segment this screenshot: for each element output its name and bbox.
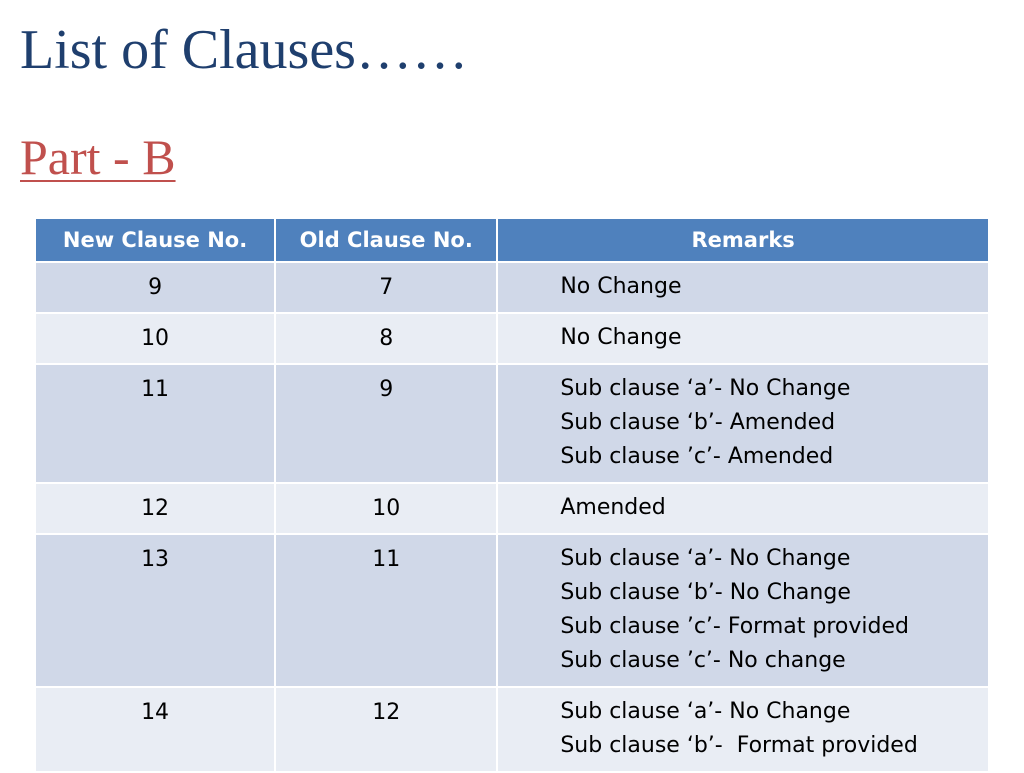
section-subtitle: Part - B bbox=[20, 129, 176, 185]
remark-line: Sub clause ‘a’- No Change bbox=[560, 699, 851, 724]
remarks-cell bbox=[497, 262, 989, 313]
remark-line: Sub clause ’c’- Amended bbox=[560, 444, 834, 469]
remark-line: Sub clause ‘a’- No Change bbox=[560, 546, 851, 571]
old-clause-cell: 11 bbox=[275, 534, 497, 687]
clauses-table bbox=[34, 219, 990, 773]
header-old-clause: Old Clause No. bbox=[275, 219, 497, 262]
remark-line: Sub clause ‘b’- Amended bbox=[560, 410, 836, 435]
remark-line: No Change bbox=[560, 274, 682, 299]
old-clause-cell: 8 bbox=[275, 313, 497, 364]
remarks-cell bbox=[497, 483, 989, 534]
remark-line: Sub clause ’c’- No change bbox=[560, 648, 846, 673]
table-row bbox=[35, 483, 989, 534]
old-clause-cell: 12 bbox=[275, 687, 497, 772]
table-row bbox=[35, 262, 989, 313]
remark-line: Sub clause ‘b’- Format provided bbox=[560, 733, 918, 758]
table-row bbox=[35, 313, 989, 364]
remarks-cell bbox=[497, 313, 989, 364]
remark-line: Sub clause ’c’- Format provided bbox=[560, 614, 909, 639]
page-title: List of Clauses…… bbox=[20, 19, 468, 81]
remark-line: No Change bbox=[560, 325, 682, 350]
remarks-cell bbox=[497, 534, 989, 687]
new-clause-cell: 12 bbox=[35, 483, 275, 534]
new-clause-cell: 10 bbox=[35, 313, 275, 364]
header-new-clause: New Clause No. bbox=[35, 219, 275, 262]
new-clause-cell: 9 bbox=[35, 262, 275, 313]
new-clause-cell: 14 bbox=[35, 687, 275, 772]
remark-line: Sub clause ‘a’- No Change bbox=[560, 376, 851, 401]
new-clause-cell: 11 bbox=[35, 364, 275, 483]
remarks-cell bbox=[497, 687, 989, 772]
header-remarks: Remarks bbox=[497, 219, 989, 262]
old-clause-cell: 9 bbox=[275, 364, 497, 483]
table-row bbox=[35, 534, 989, 687]
table-header-row bbox=[35, 219, 989, 262]
new-clause-cell: 13 bbox=[35, 534, 275, 687]
remark-line: Amended bbox=[560, 495, 666, 520]
table-row bbox=[35, 687, 989, 772]
old-clause-cell: 7 bbox=[275, 262, 497, 313]
table-row bbox=[35, 364, 989, 483]
remark-line: Sub clause ‘b’- No Change bbox=[560, 580, 851, 605]
remarks-cell bbox=[497, 364, 989, 483]
old-clause-cell: 10 bbox=[275, 483, 497, 534]
